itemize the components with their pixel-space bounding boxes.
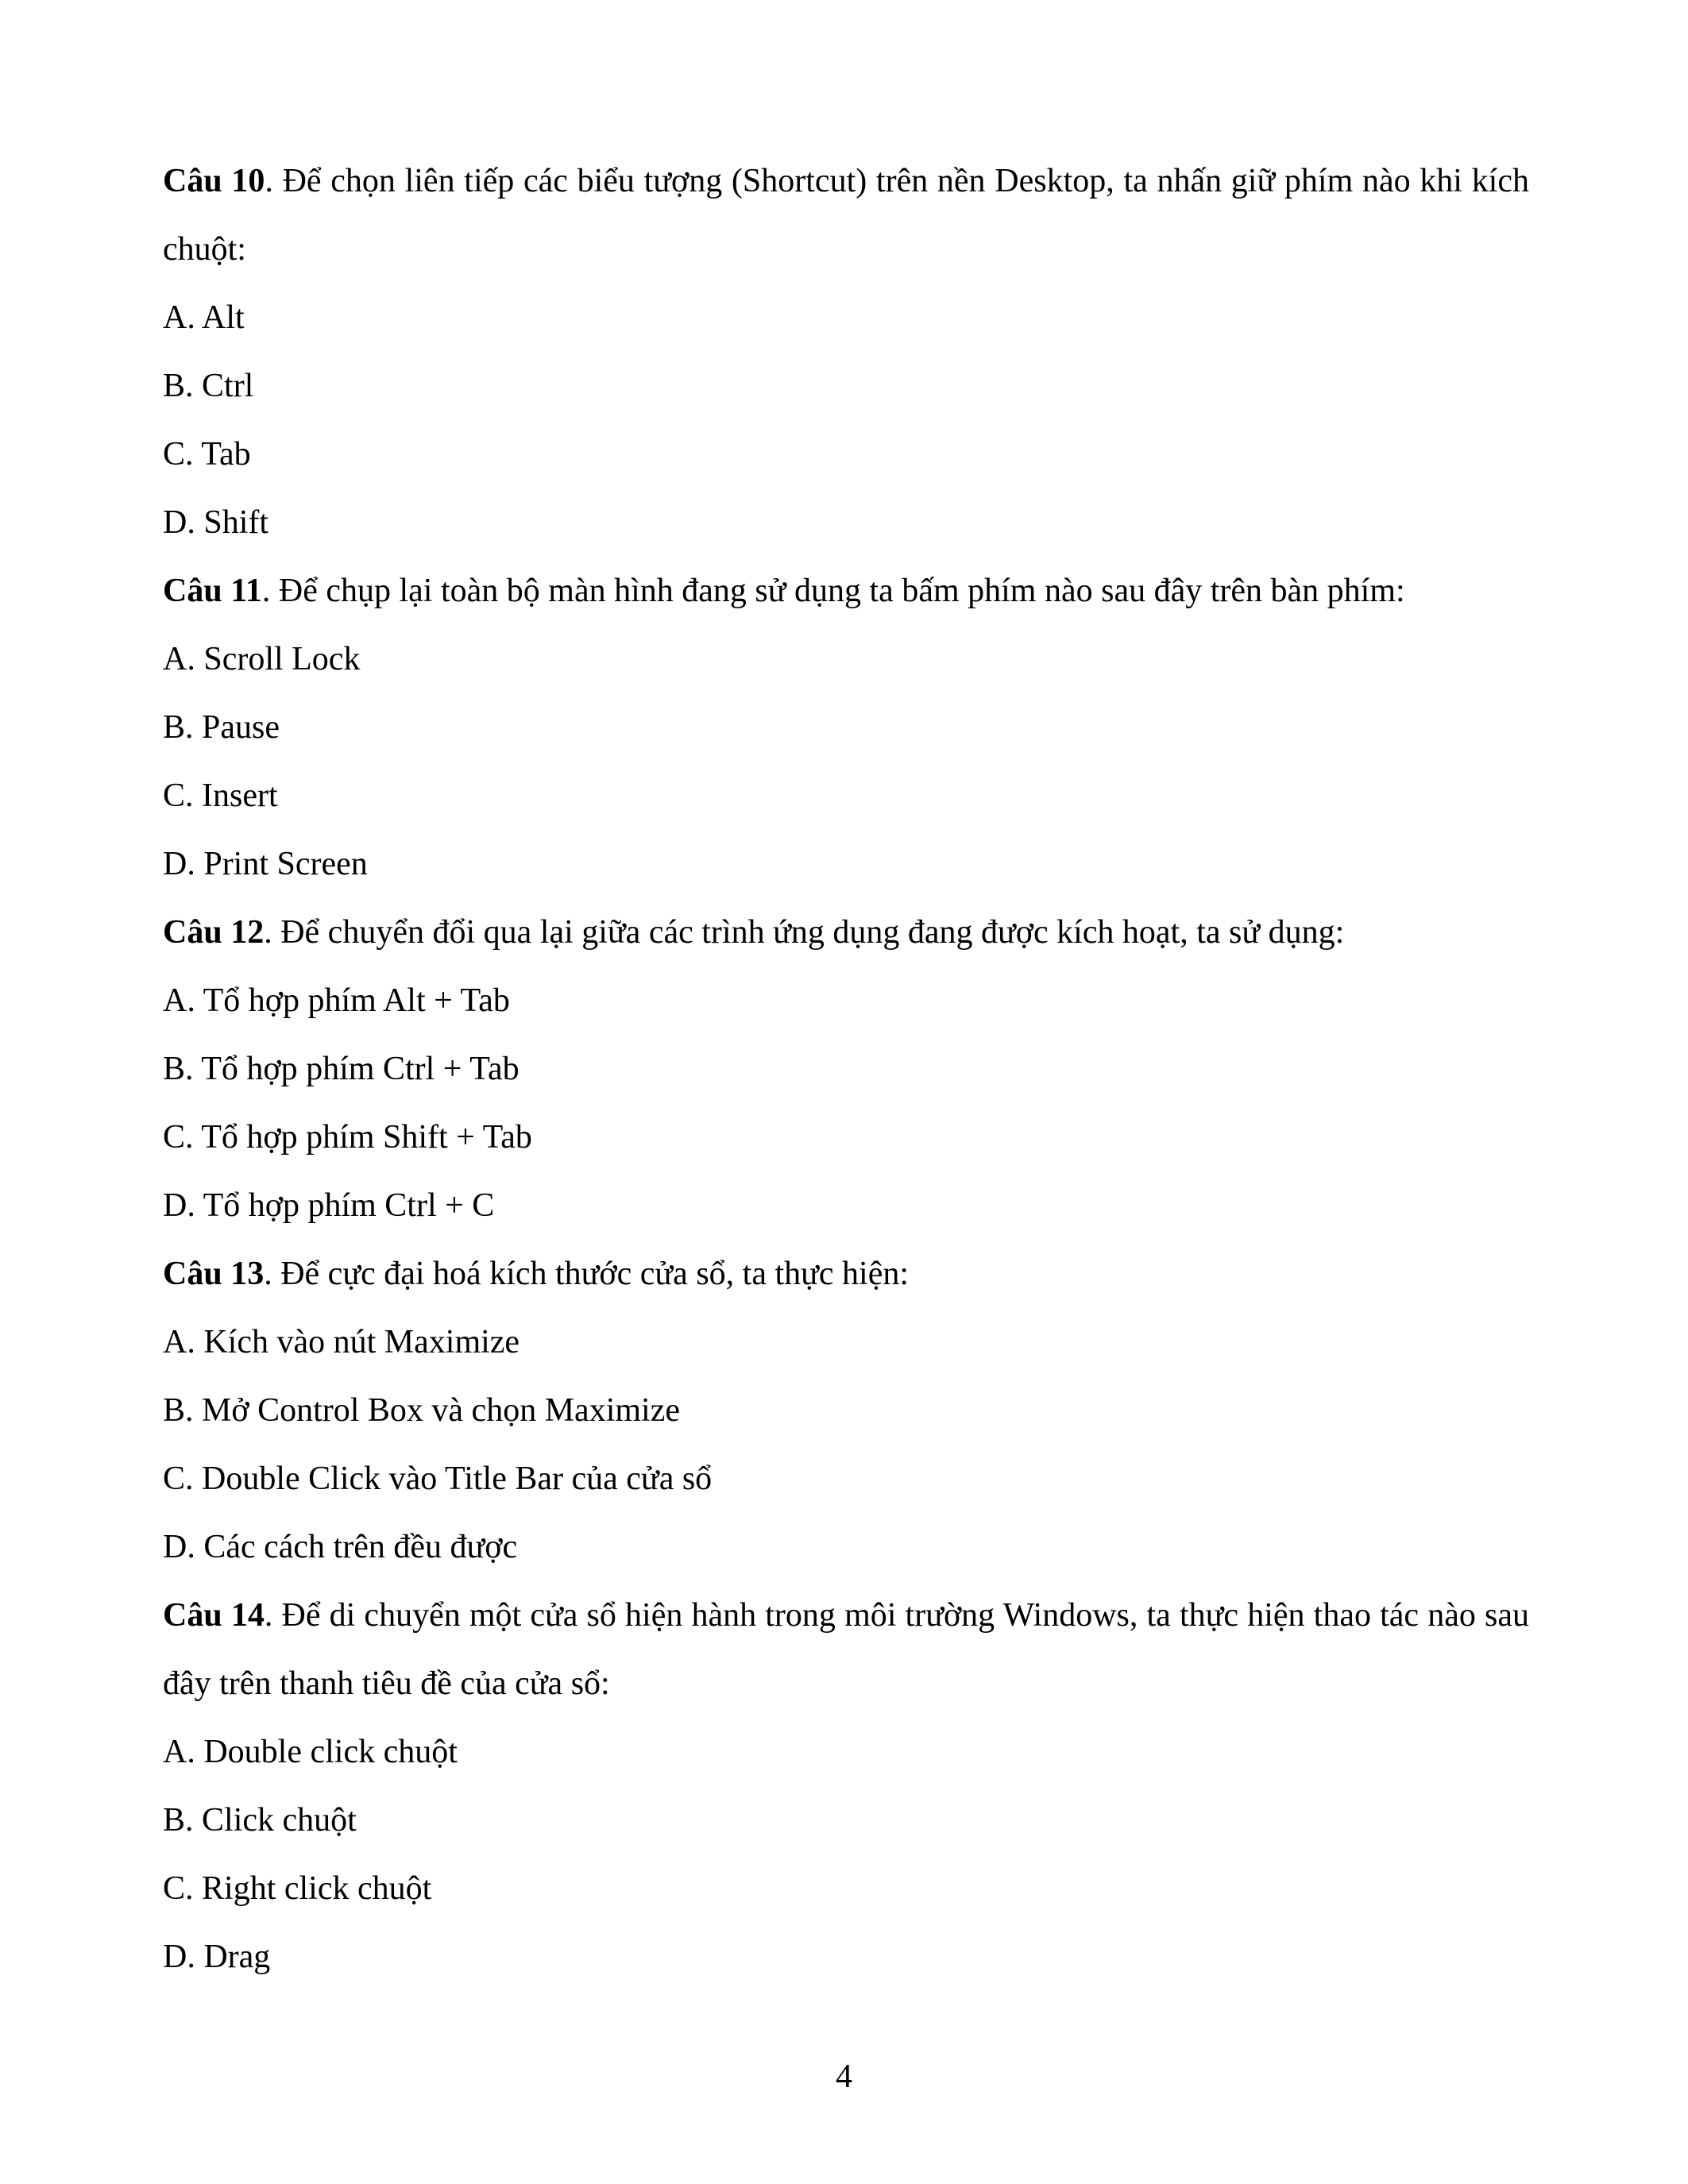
question-text bbox=[163, 898, 1529, 967]
answer-option: B. Tổ hợp phím Ctrl + Tab bbox=[163, 1051, 520, 1087]
answer-option: A. Tổ hợp phím Alt + Tab bbox=[163, 982, 510, 1019]
question-body: . Để chụp lại toàn bộ màn hình đang sử dụng ta bấm phím nào sau đây trên bàn phím: bbox=[261, 573, 1405, 609]
answer-option: D. Print Screen bbox=[163, 846, 368, 882]
answer-option: A. Alt bbox=[163, 299, 245, 336]
answer-option: A. Scroll Lock bbox=[163, 641, 361, 677]
answer-option: C. Insert bbox=[163, 778, 278, 814]
question-body: . Để di chuyển một cửa sổ hiện hành trong môi trường Windows, ta thực hiện thao tác nào sau đây trên thanh tiêu đề của cửa sổ: bbox=[163, 1597, 1529, 1702]
question-body: . Để cực đại hoá kích thước cửa sổ, ta thực hiện: bbox=[264, 1256, 910, 1292]
question-body: . Để chuyển đổi qua lại giữa các trình ứng dụng đang được kích hoạt, ta sử dụng: bbox=[264, 914, 1345, 951]
question-label: Câu 13 bbox=[163, 1256, 265, 1292]
answer-option: B. Mở Control Box và chọn Maximize bbox=[163, 1392, 680, 1429]
answer-option: C. Right click chuột bbox=[163, 1870, 432, 1907]
answer-option: A. Double click chuột bbox=[163, 1734, 458, 1770]
answer-option: B. Ctrl bbox=[163, 368, 254, 404]
question-14 bbox=[163, 1581, 1529, 1991]
answer-option: D. Shift bbox=[163, 504, 269, 541]
answer-option: D. Drag bbox=[163, 1939, 271, 1975]
answer-option: D. Các cách trên đều được bbox=[163, 1529, 518, 1565]
question-11 bbox=[163, 557, 1529, 898]
question-10 bbox=[163, 147, 1529, 557]
question-body: . Để chọn liên tiếp các biểu tượng (Shortcut) trên nền Desktop, ta nhấn giữ phím nào khi kích chuột: bbox=[163, 163, 1529, 268]
answer-option: A. Kích vào nút Maximize bbox=[163, 1324, 520, 1360]
answer-option: B. Pause bbox=[163, 709, 280, 746]
question-label: Câu 12 bbox=[163, 914, 265, 951]
question-label: Câu 14 bbox=[163, 1597, 265, 1634]
question-12 bbox=[163, 898, 1529, 1240]
answer-option: D. Tổ hợp phím Ctrl + C bbox=[163, 1187, 495, 1224]
question-text bbox=[163, 1240, 1529, 1308]
answer-option: C. Double Click vào Title Bar của cửa sổ bbox=[163, 1461, 713, 1497]
question-13 bbox=[163, 1240, 1529, 1581]
question-label: Câu 10 bbox=[163, 163, 265, 199]
question-text bbox=[163, 1581, 1529, 1718]
answer-option: C. Tổ hợp phím Shift + Tab bbox=[163, 1119, 532, 1156]
answer-option: C. Tab bbox=[163, 436, 251, 473]
question-text bbox=[163, 557, 1529, 625]
answer-option: B. Click chuột bbox=[163, 1802, 357, 1839]
page-number: 4 bbox=[836, 2059, 852, 2095]
question-label: Câu 11 bbox=[163, 573, 262, 609]
question-text bbox=[163, 147, 1529, 284]
